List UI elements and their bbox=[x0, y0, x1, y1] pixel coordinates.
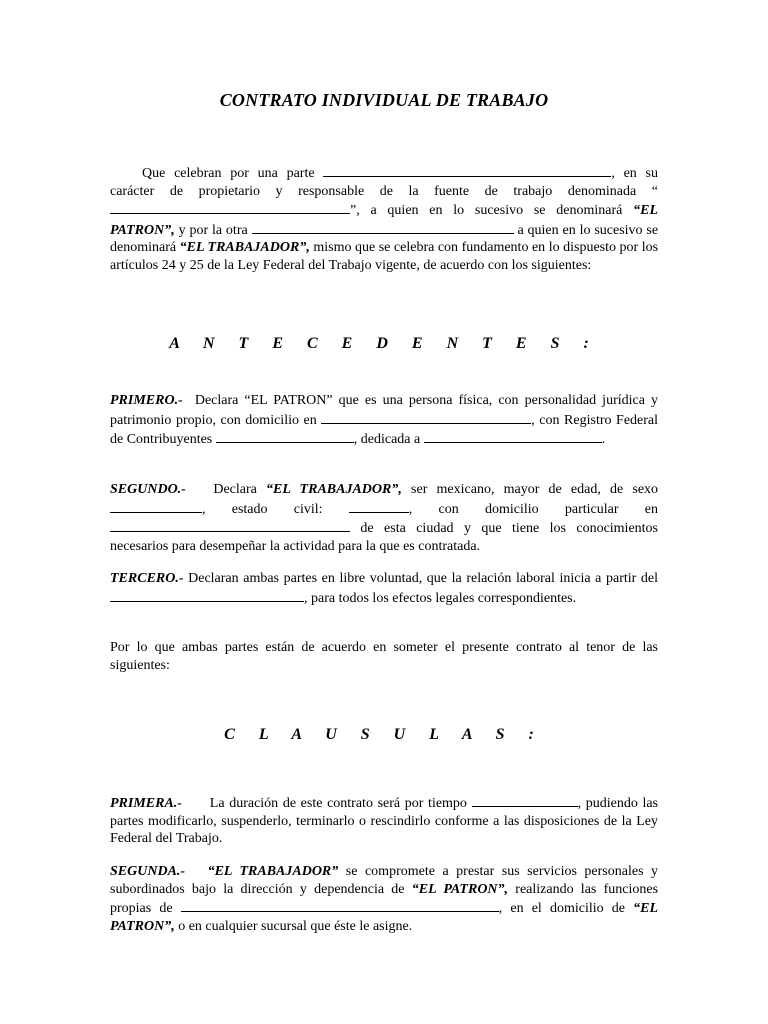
el-patron-term: “EL PATRON”, bbox=[411, 881, 509, 897]
intro-text-5: a quien en lo sucesivo se denominará bbox=[110, 222, 659, 256]
blank-line bbox=[110, 499, 202, 513]
segundo-text-3: , estado civil: bbox=[202, 501, 323, 517]
el-trabajador-term: “EL TRABAJADOR” bbox=[207, 864, 339, 879]
document-page bbox=[110, 0, 658, 1024]
blank-line bbox=[424, 429, 602, 443]
primero-paragraph bbox=[110, 392, 658, 449]
blank-line bbox=[349, 499, 409, 513]
segunda-label: SEGUNDA.- bbox=[110, 864, 186, 879]
segunda-text-2: realizando las funciones propias de bbox=[110, 881, 659, 917]
primera-text-2: , pudiendo las partes modificarlo, suspenderlo, terminarlo o rescindirlo conforme a las disposiciones de la Ley Federal del Trabajo. bbox=[110, 796, 659, 847]
segundo-text-4: , con domicilio particular en bbox=[408, 501, 658, 517]
segundo-text-5: de esta ciudad y que tiene los conocimientos necesarios para desempeñar la actividad para la que es contratada. bbox=[110, 521, 658, 554]
segunda-paragraph bbox=[110, 863, 658, 935]
intro-text-2: , en su carácter de propietario y responsable de la fuente de trabajo denominada “ bbox=[110, 166, 658, 199]
tercero-text-2: , para todos los efectos legales correspondientes. bbox=[304, 590, 577, 606]
blank-line bbox=[216, 429, 354, 443]
intro-text-1: Que celebran por una parte bbox=[142, 166, 315, 181]
segundo-text-1: Declara bbox=[213, 482, 257, 497]
intro-text-6: mismo que se celebra con fundamento en lo dispuesto por los artículos 24 y 25 de la Ley Federal del Trabajo vigente, de acuerdo con los siguientes: bbox=[110, 240, 659, 273]
intro-text-3: ”, a quien en lo sucesivo se denominará bbox=[350, 203, 623, 219]
blank-line bbox=[323, 163, 611, 177]
document-title: CONTRATO INDIVIDUAL DE TRABAJO bbox=[219, 90, 549, 110]
primero-label: PRIMERO.- bbox=[110, 393, 183, 408]
clausulas-heading: C L A U S U L A S : bbox=[224, 726, 544, 743]
tercero-label: TERCERO.- bbox=[110, 571, 184, 586]
blank-line bbox=[110, 518, 350, 532]
segunda-text-3: , en el domicilio de bbox=[498, 901, 625, 917]
el-patron-term: “EL PATRON”, bbox=[110, 203, 659, 238]
segundo-text-2: ser mexicano, mayor de edad, de sexo bbox=[411, 482, 659, 497]
tercero-text-1: Declaran ambas partes en libre voluntad, que la relación laboral inicia a partir del bbox=[188, 571, 659, 586]
el-patron-term: “EL PATRON”, bbox=[110, 901, 658, 934]
primero-text-3: , dedicada a bbox=[353, 432, 421, 448]
blank-line bbox=[321, 410, 531, 424]
blank-line bbox=[252, 220, 514, 234]
blank-line bbox=[472, 793, 578, 807]
antecedentes-heading: A N T E C E D E N T E S : bbox=[169, 335, 599, 352]
segundo-paragraph bbox=[110, 481, 658, 555]
primera-text-1: La duración de este contrato será por tiempo bbox=[209, 796, 467, 811]
intro-paragraph bbox=[110, 163, 658, 275]
segunda-text-4: o en cualquier sucursal que éste le asigne. bbox=[178, 918, 413, 934]
blank-line bbox=[110, 588, 304, 602]
primera-paragraph bbox=[110, 793, 658, 848]
el-trabajador-term: “EL TRABAJADOR”, bbox=[179, 240, 310, 256]
el-trabajador-term: “EL TRABAJADOR”, bbox=[266, 482, 402, 497]
primero-text-2: , con Registro Federal de Contribuyentes bbox=[110, 412, 659, 448]
primera-label: PRIMERA.- bbox=[110, 796, 182, 811]
primero-text-1: Declara “EL PATRON” que es una persona física, con personalidad jurídica y patrimonio propio, con domicilio en bbox=[110, 393, 658, 428]
blank-line bbox=[181, 898, 499, 912]
intro-text-4: y por la otra bbox=[178, 222, 248, 238]
segundo-label: SEGUNDO.- bbox=[110, 482, 186, 497]
por-lo-que-paragraph: Por lo que ambas partes están de acuerdo en someter el presente contrato al tenor de las siguientes: bbox=[110, 640, 658, 673]
tercero-paragraph bbox=[110, 570, 658, 607]
primero-text-4: . bbox=[601, 432, 606, 448]
segunda-text-1: se compromete a prestar sus servicios personales y subordinados bajo la dirección y dependencia de bbox=[110, 864, 659, 897]
blank-line bbox=[110, 200, 350, 214]
